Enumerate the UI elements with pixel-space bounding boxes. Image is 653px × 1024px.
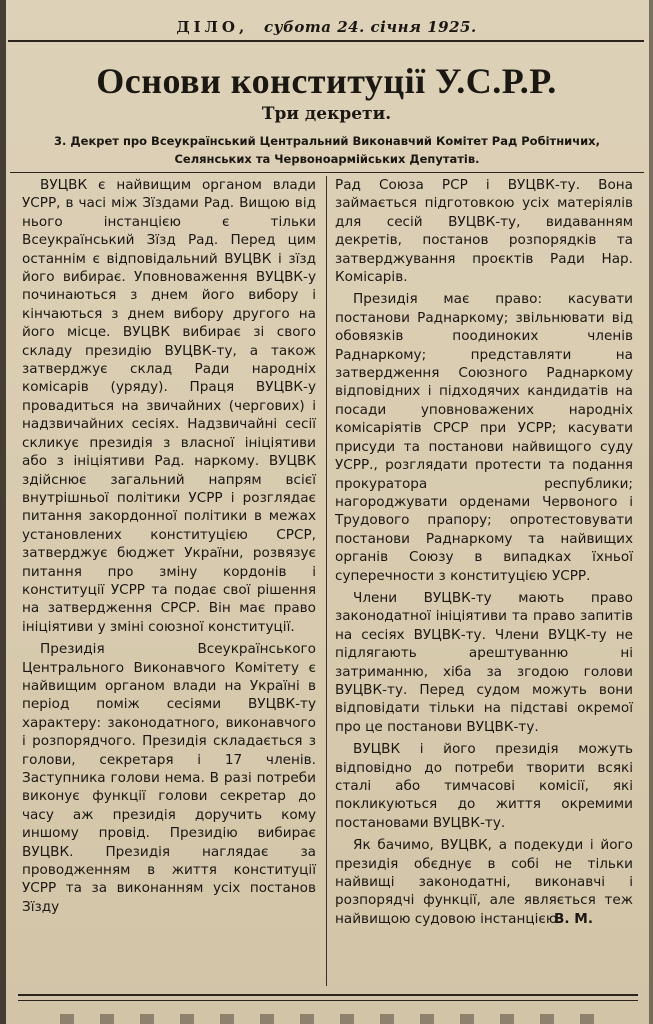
- paragraph: Президія Всеукраїнського Центрального Виконавчого Комітету є найвищим органом влади на Україні в період поміж сесіями ВУЦВК-ту характеру: законодатного, виконавчого і розпорядчого. Президія складається з голови, секретаря і 17 членів. Заступника голови нема. В разі потреби виконує функції голови секретар до часу аж президія доручить кому иншому провід. Президію вибирає ВУЦВК. Президія наглядає за проводженням в життя конституції УСРР та за виконанням усіх постанов Зїзду: [22, 641, 316, 915]
- footer-rule-thin: [18, 1000, 638, 1001]
- newspaper-name: ДІЛО,: [176, 18, 249, 36]
- title-rule: [10, 172, 644, 173]
- article-headline: Основи конституції У.С.Р.Р.: [96, 61, 557, 101]
- paragraph: ВУЦВК і його президія можуть відповідно до потреби творити всякі сталі або тимчасові комісії, які покликуються до життя окремими постановами ВУЦВК-ту.: [335, 741, 633, 831]
- next-article-cutoff: [60, 1014, 620, 1024]
- paragraph: ВУЦВК є найвищим органом влади УСРР, в часі між Зїздами Рад. Вищою від нього інстанцією є тільки Всеукраїнський Зїзд Рад. Перед цим останнім є відповідальний ВУЦВК і зїзд його вибирає. Уповноваження ВУЦВК-у починаються з днем його вибору і кінчаються з днем вибору другого на його місце. ВУЦВК вибирає зі свого складу президію ВУЦВК-ту, а також затверджує склад Ради народніх комісарів (уряду). Праця ВУЦВК-у провадиться на звичайних (чергових) і надзвичайних сесіях. Надзвичайні сесії скликує президія з власної ініціятиви або з ініціятиви Рад. наркому. ВУЦВК здійснює загальний напрям всієї внутрішньої політики УСРР і розглядає питання закордонної політики в межах установлених конституцією СРСР, затверджує бюджет України, розвязує питання про зміну кордонів і конституції УСРР та подає свої рішення на затвердження СРСР. Він має право ініціятиви у зміні союзної конституції.: [22, 177, 316, 635]
- paragraph: Члени ВУЦВК-ту мають право законодатної ініціятиви та право запитів на сесіях ВУЦВК-ту. Члени ВУЦК-ту не підлягають арештуванню ні затриманню, хіба за згодою голови ВУЦВК-ту. Перед судом можуть вони відповідати тільки на підставі окремої про це постанови ВУЦВК-ту.: [335, 589, 633, 735]
- paragraph: Рад Союза РСР і ВУЦВК-ту. Вона займається підготовкою усіх матеріялів для сесій ВУЦВК-ту, видаванням декретів, постанов розпорядків та затверджування проєктів Ради Нар. Комісарів.: [335, 177, 633, 286]
- page-edge-shadow: [0, 0, 6, 1024]
- paragraph: Президія має право: касувати постанови Раднаркому; звільнювати від обовязків поодиноких членів Раднаркому; представляти на затвердження Союзного Раднаркому відповідних і підходячих кандидатів на посади уповноважених народніх комісаріятів СРСР при УСРР; касувати присуди та постанови найвищого суду УСРР., розглядати протести та подання прокуратора республики; нагороджувати орденами Червоного і Трудового прапору; опротестовувати постанови Раднаркому та найвищих органів Союзу в випадках їхньої суперечности з конституцією УСРР.: [335, 291, 633, 584]
- paragraph: Як бачимо, ВУЦВК, а подекуди і його президія обєднує в собі не тільки найвищі законодатні, виконавчі і розпорядчі функції, але являється теж найвищою судовою інстанцією.: [335, 837, 633, 927]
- decree-title: 3. Декрет про Всеукраїнський Центральний Виконавчий Комітет Рад Робітничих, Селянських та Червоноармійських Депутатів.: [54, 134, 600, 166]
- article-subhead: Три декрети.: [261, 104, 392, 124]
- right-column: [335, 176, 633, 929]
- footer-rule: [18, 994, 638, 996]
- page-edge-shadow-right: [649, 0, 653, 1024]
- header-rule: [8, 40, 644, 42]
- column-divider: [326, 176, 327, 986]
- running-head: [0, 18, 653, 36]
- left-column: [22, 176, 316, 916]
- issue-date: субота 24. січня 1925.: [263, 18, 477, 36]
- author-signature: В. М.: [554, 911, 593, 928]
